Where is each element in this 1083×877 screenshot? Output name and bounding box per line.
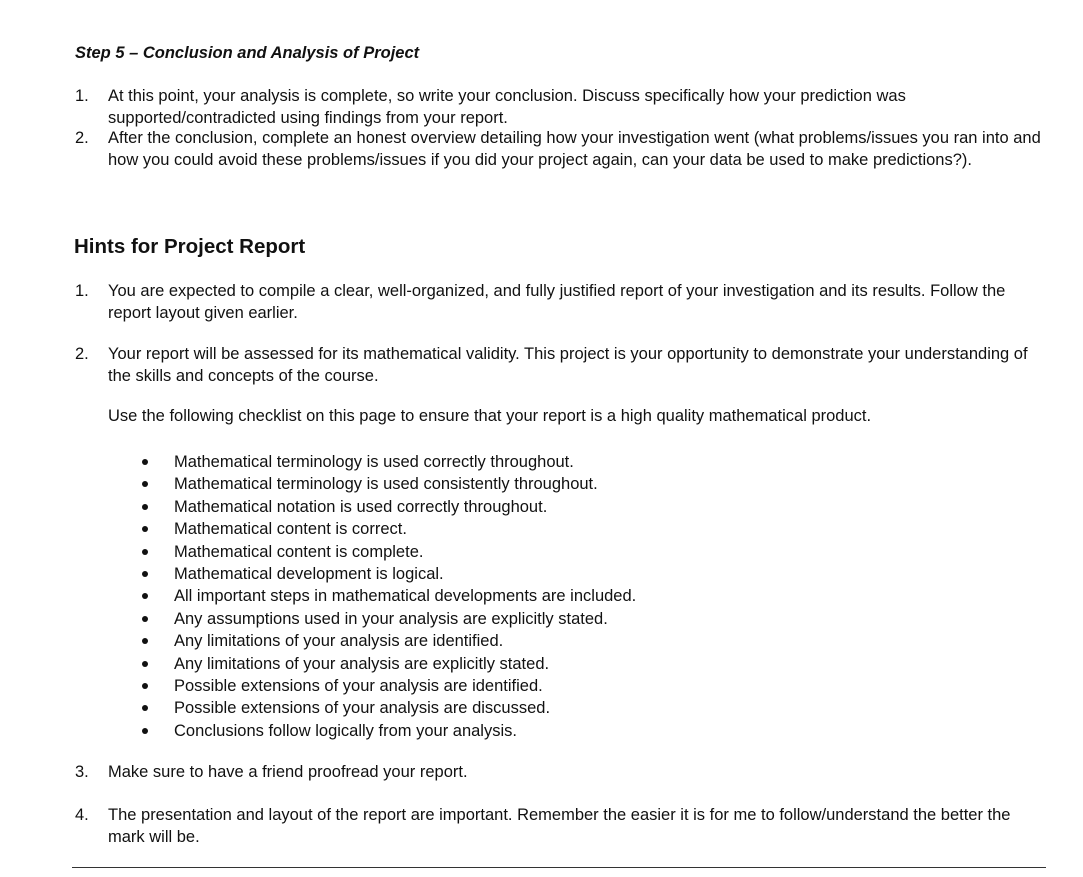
checklist-item [140, 697, 636, 719]
bullet-icon [142, 481, 148, 487]
bullet-icon [142, 638, 148, 644]
hints-item-4 [75, 805, 1050, 848]
step5-item-1-text: At this point, your analysis is complete, so write your conclusion. Discuss specifically how your prediction was supported/contradicted using findings from your report. [108, 87, 906, 127]
hints-heading: Hints for Project Report [74, 235, 306, 258]
quality-checklist [140, 451, 636, 742]
hints-item-2 [75, 344, 1050, 387]
bullet-icon [142, 616, 148, 622]
step5-item-1-number: 1. [75, 87, 89, 105]
step5-item-2-text: After the conclusion, complete an honest overview detailing how your investigation went (what problems/issues you ran into and how you could avoid these problems/issues if you did your project again, can your data be used to make predictions?). [108, 129, 1041, 169]
checklist-item [140, 608, 636, 630]
hints-item-4-text: The presentation and layout of the report are important. Remember the easier it is for me to follow/understand the better the mark will be. [108, 806, 1011, 846]
checklist-item-text: Mathematical terminology is used correctly throughout. [174, 453, 574, 471]
bullet-icon [142, 549, 148, 555]
step5-item-2 [75, 128, 1050, 171]
checklist-item [140, 675, 636, 697]
bullet-icon [142, 459, 148, 465]
checklist-item-text: Mathematical content is correct. [174, 520, 407, 539]
checklist-item-text: Mathematical notation is used correctly throughout. [174, 497, 548, 516]
hints-item-1-number: 1. [75, 282, 89, 300]
footer-divider [72, 867, 1046, 868]
hints-item-1-text: You are expected to compile a clear, well-organized, and fully justified report of your investigation and its results. Follow the report layout given earlier. [108, 282, 1006, 322]
checklist-item [140, 630, 636, 652]
bullet-icon [142, 728, 148, 734]
checklist-item [140, 585, 636, 607]
checklist-item [140, 473, 636, 495]
bullet-icon [142, 526, 148, 532]
bullet-icon [142, 593, 148, 599]
checklist-item-text: Any limitations of your analysis are explicitly stated. [174, 654, 550, 673]
checklist-item [140, 541, 636, 563]
step5-heading: Step 5 – Conclusion and Analysis of Project [75, 44, 420, 62]
checklist-item [140, 496, 636, 518]
checklist-item [140, 518, 636, 540]
checklist-item-text: Any limitations of your analysis are identified. [174, 632, 504, 651]
hints-item-2-number: 2. [75, 345, 89, 363]
hints-item-2-text: Your report will be assessed for its mathematical validity. This project is your opportunity to demonstrate your understanding of the skills and concepts of the course. [108, 345, 1028, 385]
checklist-item [140, 563, 636, 585]
step5-item-2-number: 2. [75, 129, 89, 147]
checklist-item-text: Mathematical development is logical. [174, 564, 444, 583]
bullet-icon [142, 661, 148, 667]
hints-item-4-number: 4. [75, 806, 89, 824]
checklist-item-text: Possible extensions of your analysis are identified. [174, 676, 543, 695]
checklist-item [140, 451, 636, 473]
hints-item-3 [75, 762, 1050, 784]
bullet-icon [142, 705, 148, 711]
checklist-item-text: Conclusions follow logically from your analysis. [174, 721, 517, 740]
checklist-item-text: Possible extensions of your analysis are discussed. [174, 699, 551, 718]
hints-item-1 [75, 281, 1050, 324]
hints-item-3-number: 3. [75, 763, 89, 781]
checklist-item-text: Any assumptions used in your analysis are explicitly stated. [174, 609, 608, 628]
checklist-item [140, 720, 636, 742]
checklist-item-text: All important steps in mathematical developments are included. [174, 587, 637, 606]
bullet-icon [142, 683, 148, 689]
bullet-icon [142, 571, 148, 577]
hints-item-3-text: Make sure to have a friend proofread your report. [108, 763, 468, 781]
checklist-intro: Use the following checklist on this page to ensure that your report is a high quality mathematical product. [108, 407, 872, 425]
checklist-item-text: Mathematical content is complete. [174, 542, 424, 561]
bullet-icon [142, 504, 148, 510]
checklist-item-text: Mathematical terminology is used consistently throughout. [174, 475, 598, 494]
checklist-item [140, 653, 636, 675]
step5-item-1 [75, 86, 1050, 129]
